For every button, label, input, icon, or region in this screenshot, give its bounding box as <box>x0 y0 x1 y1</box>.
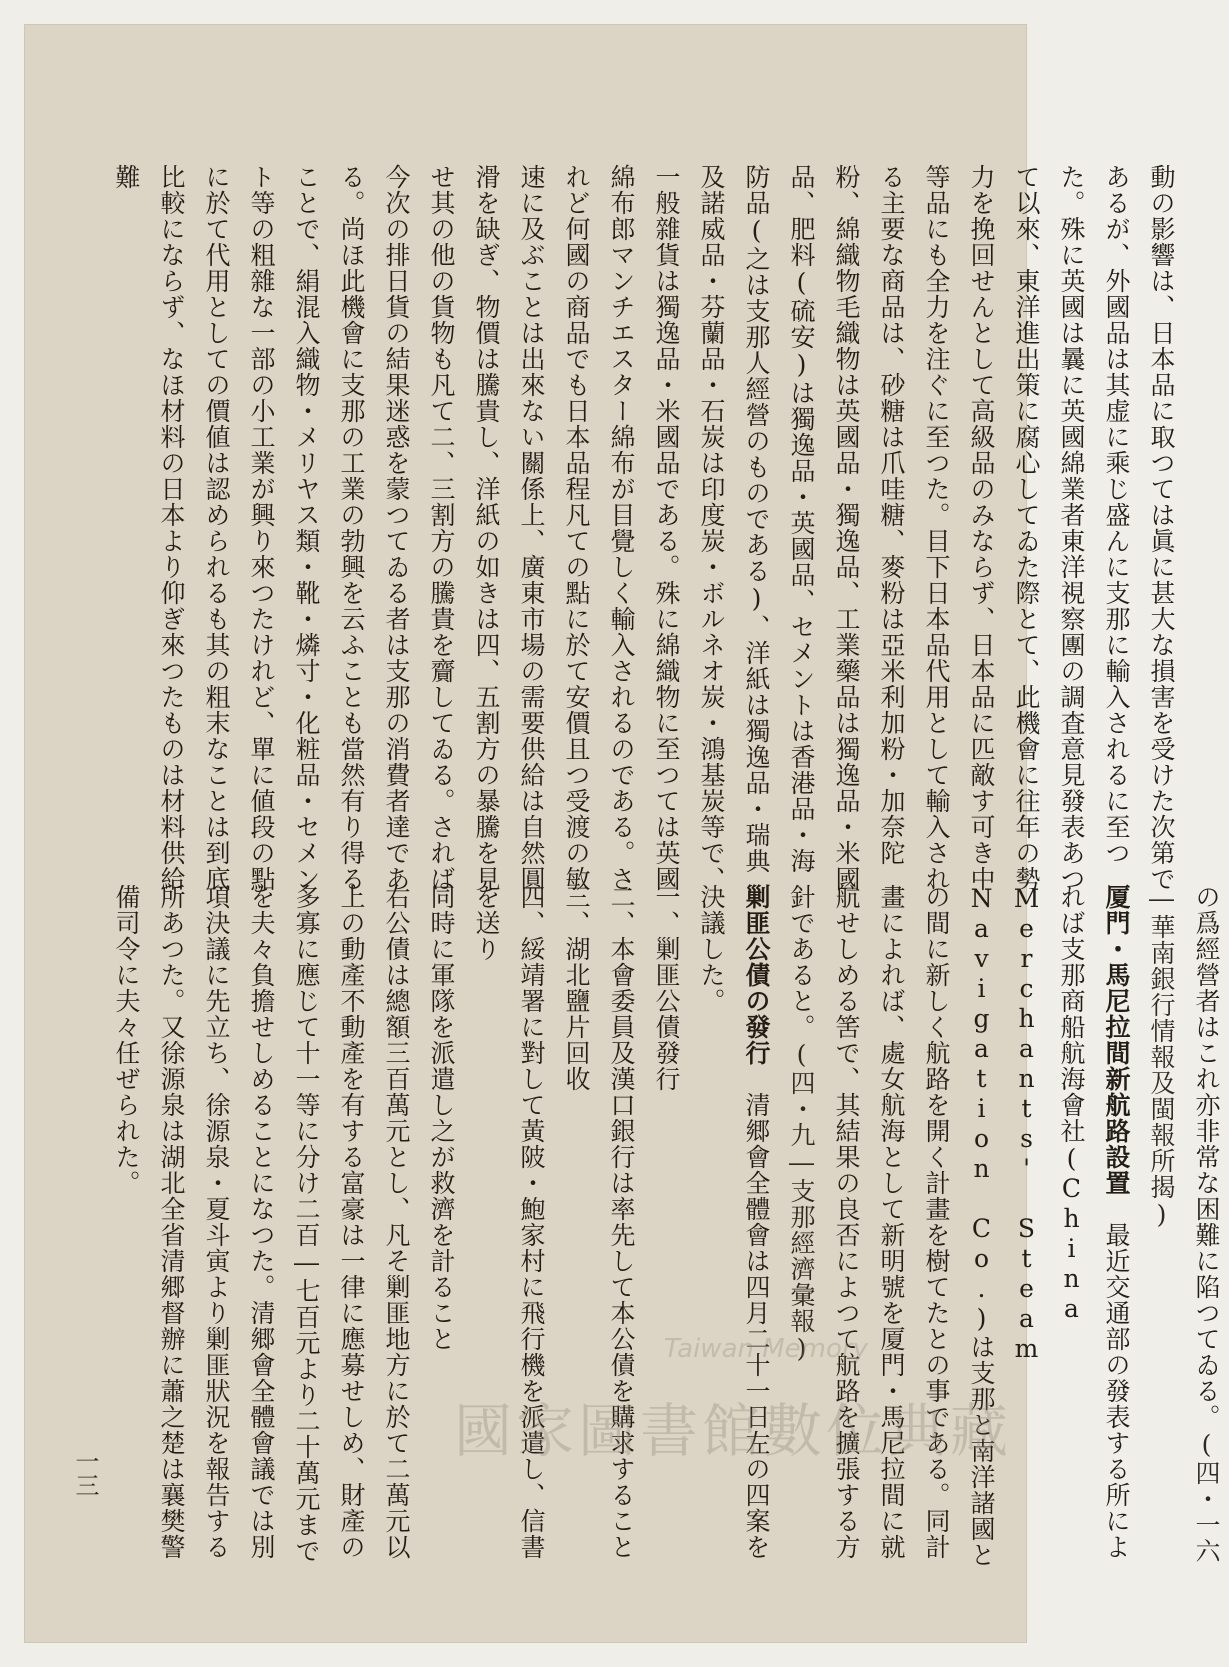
document-page <box>24 24 1221 1643</box>
news1-paragraph <box>779 884 1139 1584</box>
news1-heading: 厦門・馬尼拉間新航路設置 <box>1102 884 1131 1196</box>
news1-body: 最近交通部の發表する所によれば支那商船航海會社(China Merchants' Steam Navigation Co.)は支那と南洋諸國との間に新しく航路を開く計畫を樹てたとの事である。同計畫によれば、處女航海として新明號を厦門・馬尼拉間に就航せしめる筈で、其結果の良否によつて航路を擴張する方針であると。 <box>787 884 1131 1568</box>
library-watermark: 國家圖書館數位典藏 <box>454 1397 1013 1465</box>
upper-text-block <box>104 164 1184 899</box>
resolution-item-1: 一、剿匪公債發行 <box>652 884 681 1092</box>
resolution-item-4-continued: 同時に軍隊を派遣し之が救濟を計ること <box>427 884 456 1352</box>
page-number: 一三 <box>71 1449 99 1497</box>
upper-paragraph: 動の影響は、日本品に取つては眞に甚大な損害を受けた次第であるが、外國品は其虚に乘じ盛んに支那に輸入されるに至つた。殊に英國は曩に英國綿業者東洋視察團の調査意見發表あつて以來、東洋進出策に腐心してゐた際とて、此機會に往年の勢力を挽回せんとして高級品のみならず、日本品に匹敵す可き中等品にも全力を注ぐに至つた。目下日本品代用として輸入される主要な商品は、砂糖は爪哇糖、麥粉は亞米利加粉・加奈陀粉、綿織物毛織物は英國品・獨逸品、工業藥品は獨逸品・米國品、肥料(硫安)は獨逸品・英國品、セメントは香港品・海防品(之は支那人經營のものである)、洋紙は獨逸品・瑞典及諾威品・芬蘭品・石炭は印度炭・ボルネオ炭・鴻基炭等で、一般雜貨は獨逸品・米國品である。殊に綿織物に至つては英國綿布郎マンチエスター綿布が目覺しく輸入されるのである。されど何國の商品でも日本品程凡ての點に於て安價且つ受渡の敏速に及ぶことは出來ない關係上、廣東市場の需要供給は自然圓滑を缺ぎ、物價は騰貴し、洋紙の如きは四、五割方の暴騰を見せ其の他の貨物も凡て二、三割方の騰貴を齎してゐる。されば今次の排日貨の結果迷惑を蒙つてゐる者は支那の消費者達である。尚ほ此機會に支那の工業の勃興を云ふことも當然有り得ることで、絹混入織物・メリヤス類・靴・燐寸・化粧品・セメント等の粗雜な一部の小工業が興り來つたけれど、單に値段の點に於て代用としての價値は認められるも其の粗末なことは到底比較にならず、なほ材料の日本より仰ぎ來つたものは材料供給難 <box>112 164 1176 892</box>
resolution-item-4: 四、綏靖署に對して黃陂・鮑家村に飛行機を派遣し、信書を送り <box>472 884 546 1560</box>
watermark-english: Taiwan Memory <box>664 1334 868 1364</box>
lower-text-block <box>104 884 1229 1584</box>
news1-source: (四・九―支那經濟彙報) <box>787 1040 816 1364</box>
bond-details-paragraph: 右公債は總額三百萬元とし、凡そ剿匪地方に於て二萬元以上の動產不動產を有する富豪は一律に應募せしめ、財產の多寡に應じて十一等に分け二百―七百元より二十萬元までを夫々負擔せしめることになつた。清郷會全體會議では別項決議に先立ち、徐源泉・夏斗寅より剿匪狀況を報告する所あつた。又徐源泉は湖北全省清郷督辦に蕭之楚は襄樊警備司令に夫々任ぜられた。 <box>112 884 411 1564</box>
resolution-item-3: 三、湖北鹽片回收 <box>562 884 591 1092</box>
lower-intro <box>1139 884 1229 1584</box>
news2-paragraph <box>689 884 779 1584</box>
resolution-item-2: 二、本會委員及漢口銀行は率先して本公債を購求すること <box>607 884 636 1560</box>
intro-text: の爲經營者はこれ亦非常な困難に陷つてゐる。 <box>1192 884 1221 1430</box>
news2-heading: 剿匪公債の發行 <box>742 884 771 1066</box>
intro-source: (四・一六―華南銀行情報及閩報所揭) <box>1147 884 1221 1564</box>
news2-body: 清郷會全體會は四月二十一日左の四案を決議した。 <box>697 884 771 1560</box>
